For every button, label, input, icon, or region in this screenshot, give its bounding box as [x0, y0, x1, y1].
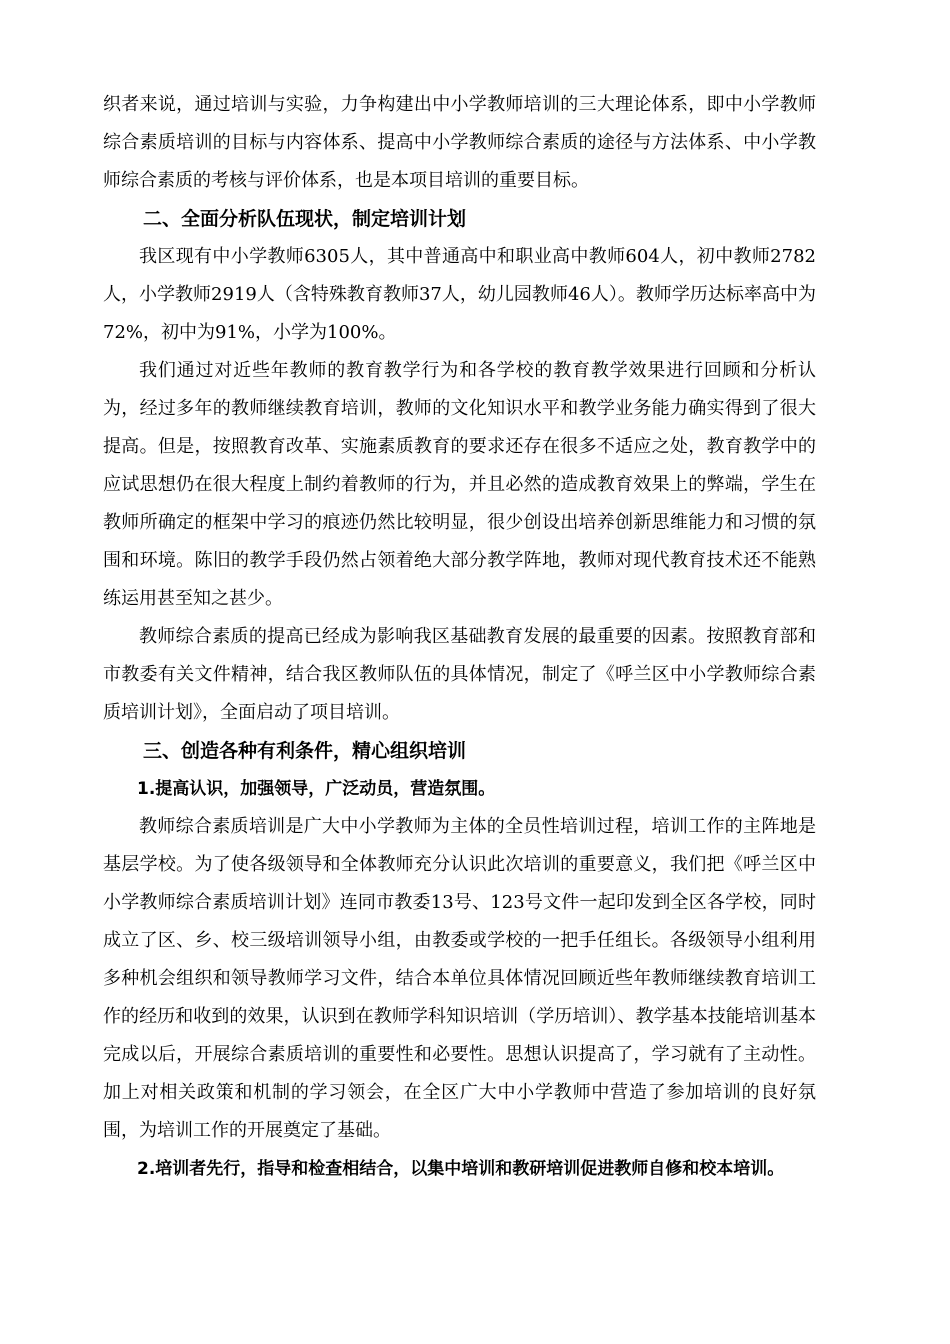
paragraph-training-plan: 教师综合素质的提高已经成为影响我区基础教育发展的最重要的因素。按照教育部和市教委有关文件精神，结合我区教师队伍的具体情况，制定了《呼兰区中小学教师综合素质培训计划》，全面启动了项目培训。: [103, 626, 816, 723]
paragraph-analysis: 我们通过对近些年教师的教育教学行为和各学校的教育教学效果进行回顾和分析认为，经过多年的教师继续教育培训，教师的文化知识水平和教学业务能力确实得到了很大提高。但是，按照教育改革、实施素质教育的要求还存在很多不适应之处，教育教学中的应试思想仍在很大程度上制约着教师的行为，并且必然的造成教育效果上的弊端，学生在教师所确定的框架中学习的痕迹仍然比较明显，很少创设出培养创新思维能力和习惯的氛围和环境。陈旧的教学手段仍然占领着绝大部分教学阵地，教师对现代教育技术还不能熟练运用甚至知之甚少。: [103, 360, 816, 609]
subheading-2: 2.培训者先行，指导和检查相结合，以集中培训和教研培训促进教师自修和校本培训。: [137, 1159, 785, 1179]
paragraph-intro-continued: 织者来说，通过培训与实验，力争构建出中小学教师培训的三大理论体系，即中小学教师综合素质培训的目标与内容体系、提高中小学教师综合素质的途径与方法体系、中小学教师综合素质的考核与评价体系，也是本项目培训的重要目标。: [103, 94, 816, 191]
section-heading-3: 三、创造各种有利条件，精心组织培训: [143, 740, 467, 762]
paragraph-teacher-statistics: 我区现有中小学教师6305人，其中普通高中和职业高中教师604人，初中教师2782人，小学教师2919人（含特殊教育教师37人，幼儿园教师46人）。教师学历达标率高中为72%，初中为91%，小学为100%。: [103, 246, 816, 343]
subheading-1: 1.提高认识，加强领导，广泛动员，营造氛围。: [137, 779, 496, 799]
section-heading-2: 二、全面分析队伍现状，制定培训计划: [143, 208, 467, 230]
paragraph-awareness: 教师综合素质培训是广大中小学教师为主体的全员性培训过程，培训工作的主阵地是基层学校。为了使各级领导和全体教师充分认识此次培训的重要意义，我们把《呼兰区中小学教师综合素质培训计划》连同市教委13号、123号文件一起印发到全区各学校，同时成立了区、乡、校三级培训领导小组，由教委或学校的一把手任组长。各级领导小组利用多种机会组织和领导教师学习文件，结合本单位具体情况回顾近些年教师继续教育培训工作的经历和收到的效果，认识到在教师学科知识培训（学历培训）、教学基本技能培训基本完成以后，开展综合素质培训的重要性和必要性。思想认识提高了，学习就有了主动性。加上对相关政策和机制的学习领会，在全区广大中小学教师中营造了参加培训的良好氛围，为培训工作的开展奠定了基础。: [103, 816, 816, 1141]
